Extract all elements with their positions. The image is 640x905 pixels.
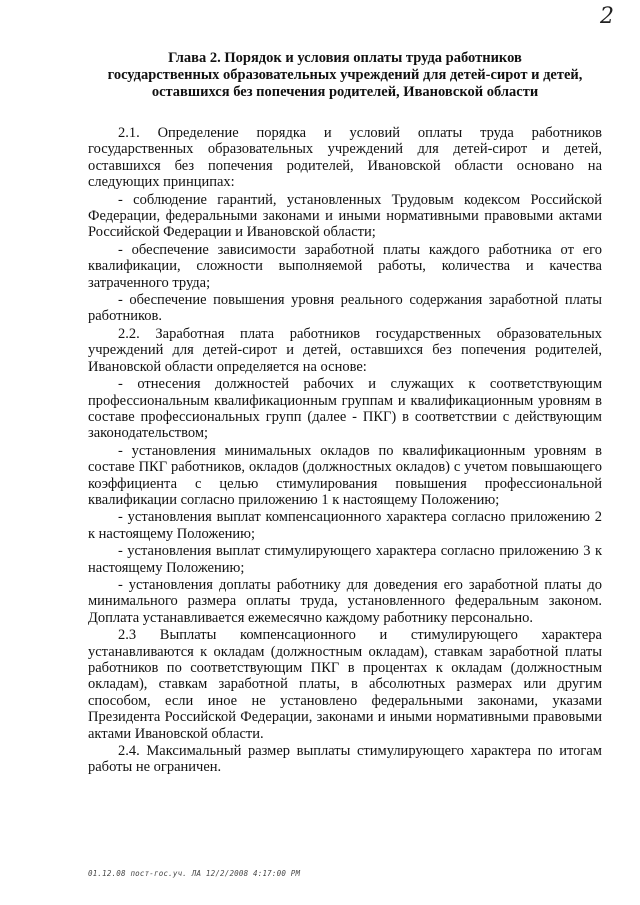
document-body [88, 125, 602, 776]
paragraph-2-3: 2.3 Выплаты компенсационного и стимулирующего характера устанавливаются к окладам (должностным окладам), ставкам заработной платы работников по соответствующим ПКГ в процентах к окладам (должностным окладам), ставкам заработной платы, в абсолютных размерах или другим способом, если иное не установлено федеральными законами, указами Президента Российской Федерации, законами и иными нормативными правовыми актами Ивановской области. [88, 627, 602, 742]
list-item: - отнесения должностей рабочих и служащих к соответствующим профессиональным квалификационным группам и квалификационным уровням в составе профессиональных групп (далее - ПКГ) в соответствии с действующим законодательством; [88, 376, 602, 442]
title-line-1: Глава 2. Порядок и условия оплаты труда работников [168, 50, 522, 66]
list-item: - установления минимальных окладов по квалификационным уровням в составе ПКГ работников, окладов (должностных окладов) с учетом повышающего коэффициента с целью стимулирования повышения профессиональной квалификации согласно приложению 1 к настоящему Положению; [88, 442, 602, 508]
list-item: - установления выплат компенсационного характера согласно приложению 2 к настоящему Положению; [88, 509, 602, 542]
chapter-title [70, 50, 620, 101]
paragraph-2-4: 2.4. Максимальный размер выплаты стимулирующего характера по итогам работы не ограничен. [88, 743, 602, 776]
footer-stamp: 01.12.08 пост-гос.уч. ЛА 12/2/2008 4:17:00 PM [88, 869, 301, 878]
title-line-3: оставшихся без попечения родителей, Ивановской области [151, 84, 539, 100]
list-item: - установления доплаты работнику для доведения его заработной платы до минимального размера оплаты труда, установленного федеральным законом. Доплата устанавливается ежемесячно каждому работнику персонально. [88, 576, 602, 626]
title-line-2: государственных образовательных учреждений для детей-сирот и детей, [107, 67, 583, 83]
list-item: - соблюдение гарантий, установленных Трудовым кодексом Российской Федерации, федеральными законами и иными нормативными правовыми актами Российской Федерации и Ивановской области; [88, 191, 602, 241]
list-item: - обеспечение зависимости заработной платы каждого работника от его квалификации, сложности выполняемой работы, количества и качества затраченного труда; [88, 241, 602, 291]
paragraph-2-1: 2.1. Определение порядка и условий оплаты труда работников государственных образовательных учреждений для детей-сирот и детей, оставшихся без попечения родителей, Ивановской области основано на следующих принципах: [88, 125, 602, 191]
page-number: 2 [600, 4, 614, 29]
paragraph-2-2: 2.2. Заработная плата работников государственных образовательных учреждений для детей-сирот и детей, оставшихся без попечения родителей, Ивановской области определяется на основе: [88, 325, 602, 375]
list-item: - установления выплат стимулирующего характера согласно приложению 3 к настоящему Положению; [88, 543, 602, 576]
list-item: - обеспечение повышения уровня реального содержания заработной платы работников. [88, 292, 602, 325]
